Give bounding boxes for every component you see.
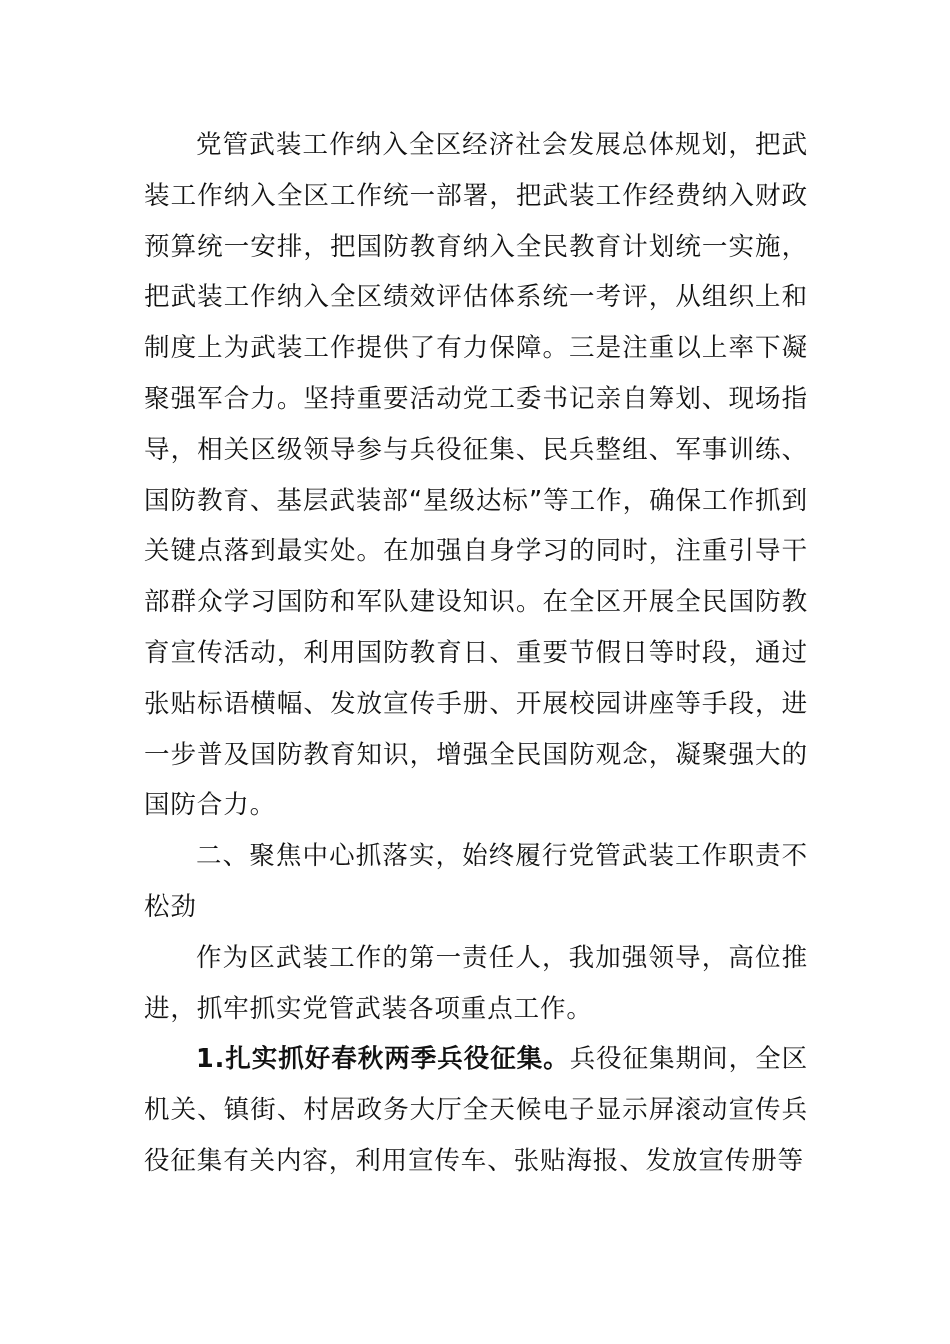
document-body: [144, 120, 808, 1187]
paragraph-conscription-text: 兵役征集期间，全区机关、镇街、村居政务大厅全天候电子显示屏滚动宣传兵役征集有关内容，利用宣传车、张贴海报、发放宣传册等: [144, 1044, 808, 1176]
subheading-conscription: 1.扎实抓好春秋两季兵役征集。: [196, 1044, 570, 1075]
paragraph-first-responsible-person: 作为区武装工作的第一责任人，我加强领导，高位推进，抓牢抓实党管武装各项重点工作。: [144, 942, 808, 1024]
paragraph-armed-forces-planning: 党管武装工作纳入全区经济社会发展总体规划，把武装工作纳入全区工作统一部署，把武装工作经费纳入财政预算统一安排，把国防教育纳入全民教育计划统一实施，把武装工作纳入全区绩效评估体系统一考评，从组织上和制度上为武装工作提供了有力保障。三是注重以上率下凝聚强军合力。坚持重要活动党工委书记亲自筹划、现场指导，相关区级领导参与兵役征集、民兵整组、军事训练、国防教育、基层武装部“星级达标”等工作，确保工作抓到关键点落到最实处。在加强自身学习的同时，注重引导干部群众学习国防和军队建设知识。在全区开展全民国防教育宣传活动，利用国防教育日、重要节假日等时段，通过张贴标语横幅、发放宣传手册、开展校园讲座等手段，进一步普及国防教育知识，增强全民国防观念，凝聚强大的国防合力。: [144, 130, 808, 821]
section-heading-two: 二、聚焦中心抓落实，始终履行党管武装工作职责不松劲: [144, 841, 808, 922]
paragraph-conscription: [144, 1034, 808, 1186]
